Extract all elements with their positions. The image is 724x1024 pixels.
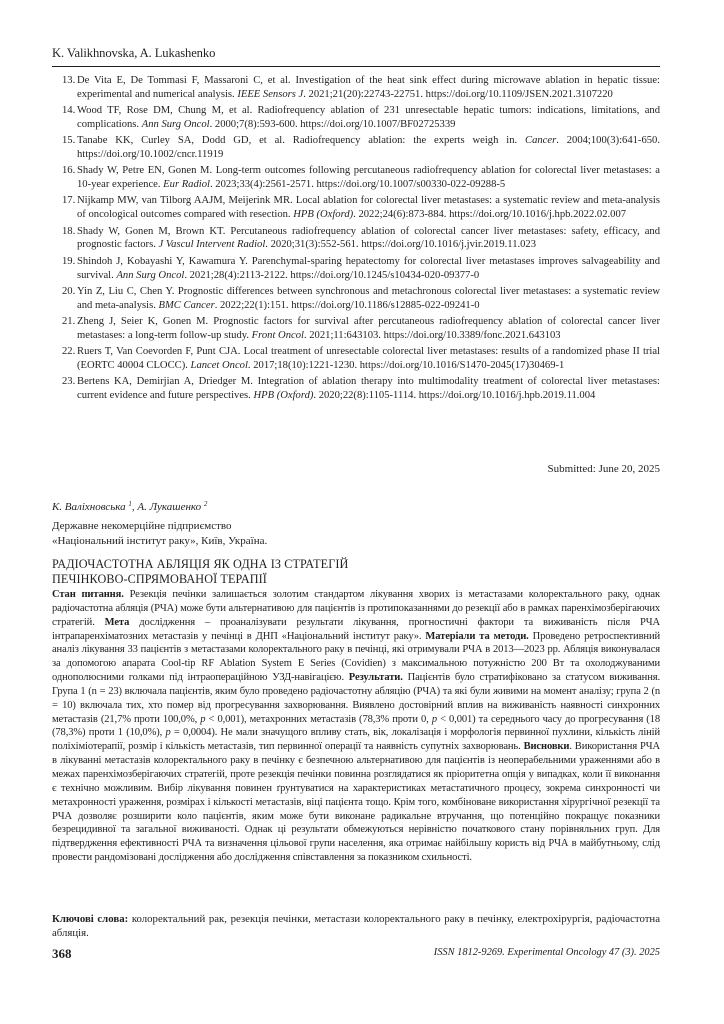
reference-number: 21. xyxy=(62,315,76,327)
background-label: Стан питання. xyxy=(52,589,124,600)
author-name: А. Лукашенко xyxy=(137,501,202,513)
reference-item xyxy=(52,285,660,313)
reference-citation: . 2021;21(20):22743-22751. https://doi.org/10.1109/JSEN.2021.3107220 xyxy=(303,88,613,100)
conclusions-label: Висновки xyxy=(523,741,570,753)
results-text: < 0,001) та середнього часу до прогресування (18 (78,3%) проти 1 (10,0%), xyxy=(52,713,660,739)
keywords-text: колоректальний рак, резекція печінки, метастази колоректального раку в печінку, електрохірургія, радіочастотна абляція. xyxy=(52,913,660,939)
reference-item xyxy=(52,164,660,192)
journal-info: ISSN 1812-9269. Experimental Oncology 47 (3). 2025 xyxy=(433,947,660,958)
author-name: К. Валіхновська xyxy=(52,501,126,513)
reference-item xyxy=(52,345,660,373)
reference-text: Shady W, Petre EN, Gonen M. Long-term outcomes following percutaneous radiofrequency ablation for colorectal liver metastases: a 10-year experience. xyxy=(77,165,660,191)
title-line: РАДІОЧАСТОТНА АБЛЯЦІЯ ЯК ОДНА ІЗ СТРАТЕГІЙ xyxy=(52,557,349,571)
reference-citation: . 2000;7(8):593-600. https://doi.org/10.1007/BF02725339 xyxy=(209,119,456,131)
reference-citation: . 2004;100(3):641-650. https://doi.org/10.1002/cncr.11919 xyxy=(77,135,660,161)
reference-citation: . 2020;31(3):552-561. https://doi.org/10.1016/j.jvir.2019.11.023 xyxy=(265,239,537,251)
reference-list xyxy=(52,74,660,405)
reference-text: Shady W, Gonen M, Brown KT. Percutaneous radiofrequency ablation of colorectal cancer liver metastases: safety, efficacy, and prognostic factors. xyxy=(77,225,660,251)
reference-journal: Lancet Oncol xyxy=(190,359,248,371)
reference-item xyxy=(52,194,660,222)
reference-text: Yin Z, Liu C, Chen Y. Prognostic differences between synchronous and metachronous colorectal liver metastases: a systematic review and meta-analysis. xyxy=(77,285,660,311)
reference-number: 19. xyxy=(62,255,76,267)
affiliation-marker: 2 xyxy=(203,500,208,508)
background-text: Резекція печінки залишається золотим стандартом лікування хворих із метастазами колоректального раку, однак радіочастотна абляція (РЧА) може бути альтернативою для пацієнтів із протипоказаннями до резекції або в рамках паренхімозберігаючих стратегій. xyxy=(52,589,660,628)
affiliation-line: «Національний інститут раку», Київ, Україна. xyxy=(52,535,268,547)
keywords-label: Ключові слова: xyxy=(52,913,129,925)
ukrainian-abstract xyxy=(52,588,660,865)
reference-item xyxy=(52,315,660,343)
reference-text: Zheng J, Seier K, Gonen M. Prognostic factors for survival after percutaneous radiofrequency ablation of colorectal cancer liver metastases: a long-term follow-up study. xyxy=(77,315,660,341)
affiliation xyxy=(52,519,267,549)
reference-text: Wood TF, Rose DM, Chung M, et al. Radiofrequency ablation of 231 unresectable hepatic tumors: indications, limitations, and complications. xyxy=(77,105,660,131)
p-value-symbol: p xyxy=(165,727,171,739)
affiliation-marker: 1 xyxy=(128,500,132,508)
results-label: Результати. xyxy=(348,672,403,684)
reference-journal: BMC Cancer xyxy=(158,299,215,311)
reference-citation: . 2022;22(1):151. https://doi.org/10.1186/s12885-022-09241-0 xyxy=(214,299,480,311)
reference-item xyxy=(52,74,660,102)
methods-label: Матеріали та методи. xyxy=(425,630,529,642)
reference-number: 18. xyxy=(62,225,76,237)
methods-text: Проведено ретроспективний аналіз лікування 33 пацієнтів з метастазами колоректального раку в печінці, які отримували РЧА в 2013—2023 рр. Абляція виконувалася за допомогою апарата Cool-tip RF Ablation System E Series (Covidien) з максимальною потужністю 200 Вт та охолоджуваними однополюсними голками під інтраопераційною УЗД-навігацією. xyxy=(52,630,660,684)
reference-number: 15. xyxy=(62,135,76,147)
reference-number: 16. xyxy=(62,165,76,177)
reference-text: Nijkamp MW, van Tilborg AAJM, Meijerink MR. Local ablation for colorectal liver metastases: a systematic review and meta-analysis of oncological outcomes compared with resection. xyxy=(77,195,660,221)
reference-number: 20. xyxy=(62,285,76,297)
reference-citation: . 2017;18(10):1221-1230. https://doi.org/10.1016/S1470-2045(17)30469-1 xyxy=(247,359,565,371)
running-head: K. Valikhnovska, A. Lukashenko xyxy=(52,46,216,60)
reference-number: 13. xyxy=(62,75,76,86)
reference-number: 22. xyxy=(62,345,76,357)
reference-number: 23. xyxy=(62,376,76,388)
aim-label: Мета xyxy=(104,616,130,628)
reference-text: De Vita E, De Tommasi F, Massaroni C, et al. Investigation of the heat sink effect during microwave ablation in hepatic tissue: experimental and numerical analysis. xyxy=(77,75,660,100)
p-value-symbol: p xyxy=(431,713,437,725)
reference-citation: . 2023;33(4):2561-2571. https://doi.org/10.1007/s00330-022-09288-5 xyxy=(209,179,506,191)
author-separator: , xyxy=(131,501,138,513)
reference-text: Tanabe KK, Curley SA, Dodd GD, et al. Radiofrequency ablation: the experts weigh in. xyxy=(77,135,526,147)
reference-journal: HPB (Oxford) xyxy=(253,390,314,401)
reference-journal: IEEE Sensors J xyxy=(237,88,304,100)
reference-journal: Ann Surg Oncol xyxy=(141,119,210,131)
reference-journal: Eur Radiol xyxy=(163,179,210,191)
reference-item xyxy=(52,104,660,132)
aim-text: дослідження – проаналізувати результати лікування, прогностичні фактори та виживаність після РЧА інтрапаренхіматозних метастазів у печінці в ДНП «Національний інститут раку». xyxy=(52,616,661,642)
results-text: < 0,001), метахронних метастазів (78,3% проти 0, xyxy=(205,713,432,725)
reference-item xyxy=(52,255,660,283)
reference-text: Shindoh J, Kobayashi Y, Kawamura Y. Parenchymal-sparing hepatectomy for colorectal liver metastases improves salvageability and survival. xyxy=(77,255,660,281)
reference-journal: J Vascul Intervent Radiol xyxy=(158,239,266,251)
reference-citation: . 2021;28(4):2113-2122. https://doi.org/10.1245/s10434-020-09377-0 xyxy=(184,269,480,281)
ukrainian-title xyxy=(52,557,348,586)
reference-item xyxy=(52,225,660,253)
ukrainian-authors xyxy=(52,500,207,513)
header-rule xyxy=(52,66,660,67)
reference-text: Bertens KA, Demirjian A, Driedger M. Integration of ablation therapy into multimodality treatment of colorectal liver metastases: current evidence and future perspectives. xyxy=(77,376,660,401)
reference-journal: Cancer xyxy=(525,135,557,147)
reference-item xyxy=(52,375,660,403)
reference-citation: . 2021;11:643103. https://doi.org/10.3389/fonc.2021.643103 xyxy=(303,329,561,341)
p-value-symbol: p xyxy=(200,713,206,725)
reference-journal: Ann Surg Oncol xyxy=(116,269,185,281)
reference-citation: . 2022;24(6):873-884. https://doi.org/10.1016/j.hpb.2022.02.007 xyxy=(353,209,627,221)
reference-journal: HPB (Oxford) xyxy=(293,209,354,221)
reference-citation: . 2020;22(8):1105-1114. https://doi.org/10.1016/j.hpb.2019.11.004 xyxy=(313,390,596,401)
reference-journal: Front Oncol xyxy=(251,329,304,341)
reference-item xyxy=(52,134,660,162)
results-text: Пацієнтів було стратифіковано за статусом виживання. Група 1 (n = 23) включала пацієнтів, яким було проведено радіочастотну абляцію (РЧА) та які були живими на момент аналізу; група 2 (n = 10) включала тих, хто помер від прогресування захворювання. Виявлено достовірний вплив на виживаність наявності синхронних метастазів (21,7% проти 100,0%, xyxy=(52,672,660,725)
reference-text: Ruers T, Van Coevorden F, Punt CJA. Local treatment of unresectable colorectal liver metastases: results of a randomized phase II trial (EORTC 40004 CLOCC). xyxy=(77,345,660,371)
page-number: 368 xyxy=(52,946,72,961)
reference-number: 14. xyxy=(62,105,76,117)
reference-number: 17. xyxy=(62,195,76,207)
affiliation-line: Державне некомерційне підприємство xyxy=(52,520,232,532)
results-text: = 0,0004). Не мали значущого впливу стать, вік, локалізація і морфологія первинної пухлини, кількість ліній поліхіміотерапії, розмір і кількість метастазів, тип первинної операції та наявність супутніх захворювань. xyxy=(52,727,660,753)
conclusions-text: . Використання РЧА в лікуванні метастазів колоректального раку в печінку є безпечною альтернативою для пацієнтів із неоперабельними ураженнями або в межах паренхімозберігаючих стратегій, проте резекція печінки повинна розглядатися як пріоритетна опція у випадках, коли її виконання є технічно можливим. Вибір лікування повинен ґрунтуватися на характеристиках метастатичного процесу, зокрема синхронності чи метахронності ураження, розмірах і кількості метастазів, віці пацієнта тощо. Крім того, комбіноване використання хірургічної резекції та РЧА дозволяє розширити коло пацієнтів, яким може бути виконане радикальне втручання, що потенційно покращує показники безрецидивної та загальної виживаності. Однак ці результати обмежуються нерівністю початкового стану порівняльних груп. Для підтвердження ефективності РЧА та визначення цільової групи населення, яка отримає найбільшу користь від РЧА в майбутньому, слід провести рандомізовані дослідження або дослідження співставлення за показником схильності. xyxy=(52,741,660,864)
submitted-date: Submitted: June 20, 2025 xyxy=(547,463,660,475)
title-line: ПЕЧІНКОВО-СПРЯМОВАНОЇ ТЕРАПІЇ xyxy=(52,571,267,586)
keywords xyxy=(52,912,660,940)
